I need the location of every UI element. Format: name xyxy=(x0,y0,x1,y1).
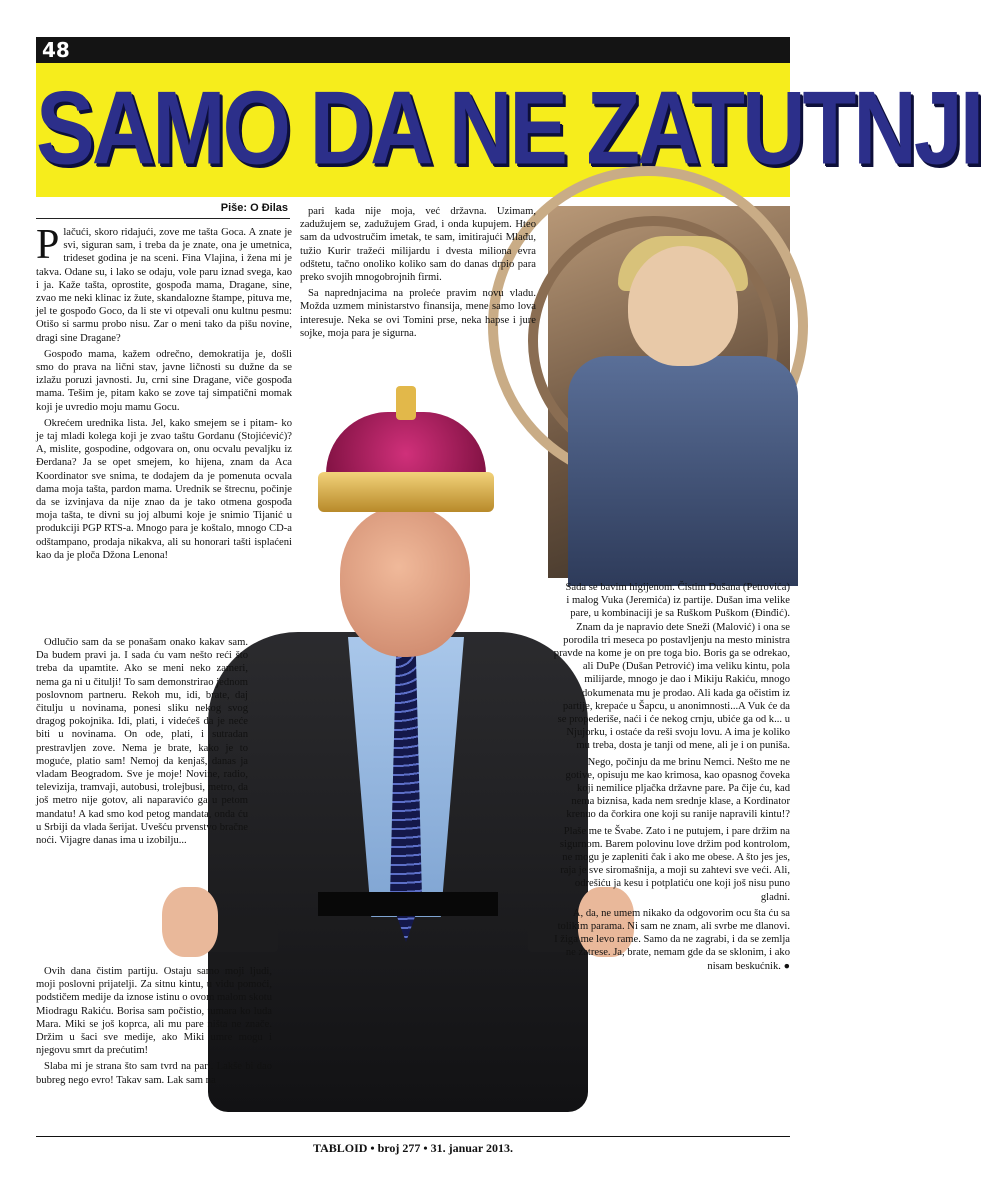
dropcap: P xyxy=(36,222,60,268)
belt xyxy=(318,892,498,916)
face xyxy=(628,246,738,366)
top-bar xyxy=(36,37,790,63)
article-paragraph: Plaše me te Švabe. Zato i ne putujem, i pare držim na sigurnom. Barem polovinu love držim pod kontrolom, ne mogu je zapleniti čak i ako me obese. A što jes jes, raja je sve siromašnija, a moji su zahtevi sve veći. Ali, odrešiću ja kesu i potplatiću one koji još nisu puno gladni. xyxy=(559,825,790,903)
article-paragraph: A, da, ne umem nikako da odgovorim ocu šta ću sa tolikim parama. Ni sam ne znam, ali svrbe me dlanovi. I žiga me levo rame. Samo da ne zagrabi, i da se zemlja ne zatrese. Ja, brate, nemam gde da se sklonim, i ako nisam beskućnik. ● xyxy=(554,907,790,972)
head xyxy=(340,507,470,657)
article-paragraph: Sada se bavim higijenom. Čistim Dušana (Petrovića) i malog Vuka (Jeremića) iz partije. Dušan ima velike pare, u kombinaciji je sa Ruškom Puškom (Đinđić). Znam da je napravio dete Sneži (Malović) i ona se porodila tri meseca po postavljenju na mesto ministra pravde na kome je on pre toga bio. Boris ga se odrekao, ali DuPe (Dušan Petrović) ima veliku kintu, pola milijarde, mnogo je dao i Mikiju Rakiću, mnogo dokumenata mu je prodao. Ali kada ga očistim iz partije, krepaće u Šapcu, u anonimnosti...A Vuk će da se propederiše, naći i će nekog crnju, ubiće ga od k... u Njujorku, i ostaće da reši svoju lovu. A ima je koliko mu treba, dosta je tanji od mene, ali je i on puniša. xyxy=(553,582,790,752)
article-column-2 xyxy=(300,205,536,343)
page-footer: TABLOID • broj 277 • 31. januar 2013. xyxy=(36,1136,790,1156)
crown-band xyxy=(318,472,494,512)
byline: Piše: O Đilas xyxy=(220,202,288,214)
article-paragraph: Odlučio sam da se ponašam onako kakav sam. Da budem pravi ja. I sada ću vam nešto reći što treba da upamtite. Ako se meni neko zameri, nema ga ni u čitulji! To sam demonstrirao jednom poslovnom partneru. Rekoh mu, idi, brate, daj čitulju u novinama, ponesi sliku nekog svog dragog pokojnika. Idi, plati, i videćeš da je neće biti u novinama. On ode, plati, i sutradan prestravljen zove. Nema je brate, kako je to moguće, platio sam! Nemoj da kenjaš, danas ja vladam Beogradom. Sve je moje! Novine, radio, televizija, tramvaji, autobusi, trolejbusi, metro, da još metro nije gotov, ali naparavićo ga u petom mandatu! A kad smo kod petog mandata, onda ću u Srbiji da vlada šerijat. Uvešću prvenstvo bračne noći. Vijagre danas ima u izobilju... xyxy=(36,637,248,847)
article-column-1-bottom xyxy=(36,965,272,1090)
crown-cross xyxy=(396,386,416,420)
page-number: 48 xyxy=(42,38,70,62)
article-paragraph: Gospođo mama, kažem odrečno, demokratija je, došli smo do prava na lični stav, javne ličnosti su dužne da se izlažu poruzi javnosti. Ju, crni sine Dragane, viče gospođa mama. Tešim je, pitam kako se zove taj simpatični momak koji je uvredio moju mamu Gocu. xyxy=(36,348,292,413)
article-paragraph: Nego, počinju da me brinu Nemci. Nešto me ne gotive, opisuju me kao krimosa, kao opasnog čoveka koji nemilice pljačka državne pare. Pa čije ću, kad nema biznisa, kada nem srednje klase, a Kordinator krenuo da čorkira one koji su ranije napravili kintu!? xyxy=(565,756,790,821)
hand-left xyxy=(162,887,218,957)
headline: SAMO DA NE ZATUTNJI xyxy=(36,69,981,186)
article-paragraph: Ovih dana čistim partiju. Ostaju samo moji ljudi, moji poslovni prijatelji. Za sitnu kintu, u vidu pomoći, podstičem medije da iznose istinu o ovom malom skotu Miodragu Rakiću. Borisa sam počistio, tumara ko luda Mara. Miki se još koprca, ali mu pare ništa ne znače. Držim u šaci sve medije, ako Miki umre mogu i njegovu smrt da prećutim! xyxy=(36,966,272,1057)
article-column-1-mid xyxy=(36,636,248,850)
article-column-3 xyxy=(552,581,790,976)
article-column-1 xyxy=(36,222,292,565)
article-paragraph: Slaba mi je strana što sam tvrd na pari. Lakše bi dao bubreg nego evro! Takav sam. Lak sam na xyxy=(36,1061,272,1086)
article-paragraph: Plačući, skoro ridajući, zove me tašta Goca. A znate je svi, siguran sam, i treba da je znate, ona je umetnica, trideset godina je na sceni. Fina Vlajina, i žena mi je takva. Odane su, i lako se odaju, vole paru iznad svega, kao i ja. Kaže tašta, oprostite, gospođa mama, Dragane, sine, zvao me neki klinac iz žute, skandalozne štampe, pituva me, jel te gospođo Goco, da li ste vi otpevali onu kultnu pesmu: Otišo si sarmu probo nisu. Zar o meni tako da pišu novine, dragi sine Dragane? xyxy=(36,222,292,344)
article-paragraph: pari kada nije moja, već državna. Uzimam, zadužujem se, zadužujem Grad, i onda kupujem. Hteo sam da udvostručim imetak, te sam, imitirajući Mlađu, tužio Kurir tražeći milijardu i dvesta miliona evra odštetu, tačno onoliko koliko sam do danas drpio para preko svojih mnogobrojnih firmi. xyxy=(300,206,536,284)
article-paragraph: Sa naprednjacima na proleće pravim novu vladu. Možda uzmem ministarstvo finansija, mene samo lova interesuje. Neka se ovi Tomini prse, neka hapse i jure sojke, moja para je sigurna. xyxy=(300,288,536,339)
article-paragraph: Okrećem urednika lista. Jel, kako smejem se i pitam- ko je taj mladi kolega koji je zvao taštu Gordanu (Stojićević)? A, mislite, gospodine, odgovara on, onu ocvalu pevaljku iz Đerdana? Ja se opet smejem, ko hijena, znam da Aca Koordinator sve snima, te dodajem da je pomenuta ocvala dama moja tašta, pardon mama. Urednik se štrecnu, počinje da se izvinjava da nije znao da je tako otmena gospođa moja tašta, te divni su joj albumi koje je snimio Tijanić u produkciji PGP RTS-a. Mnogo para je koštalo, mnogo CD-a odštampano, prodaja nikakva, ali su honorari tašti isplaćeni kao da je ploča Džona Lenona! xyxy=(36,417,292,561)
byline-bar xyxy=(36,202,290,219)
